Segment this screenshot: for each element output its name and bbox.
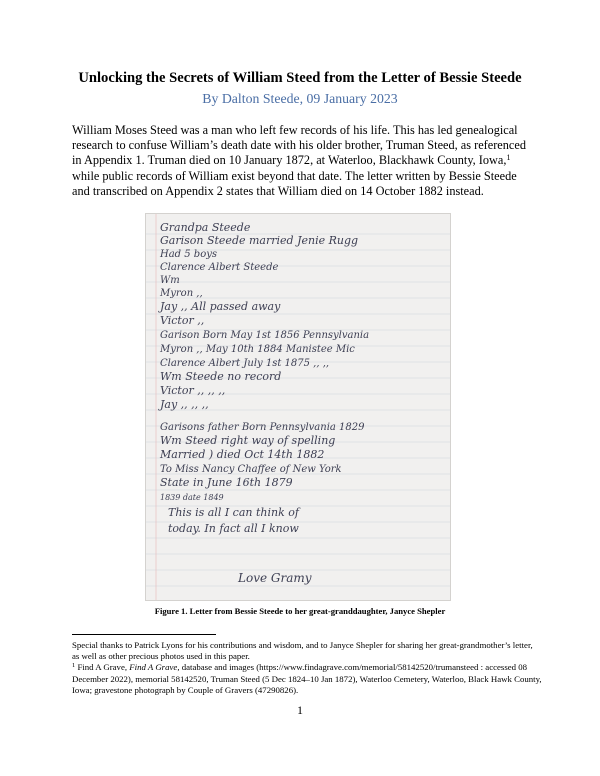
- author-byline: By Dalton Steede, 09 January 2023: [202, 91, 398, 106]
- letter-line: today. In fact all I know: [168, 522, 299, 535]
- letter-line: Married ) died Oct 14th 1882: [160, 448, 325, 461]
- letter-handwriting: [146, 214, 450, 600]
- footnotes: [72, 640, 542, 696]
- letter-line: Myron ,, May 10th 1884 Manistee Mic: [160, 344, 355, 355]
- letter-line: Garisons father Born Pennsylvania 1829: [160, 422, 365, 433]
- footnote-1: [72, 662, 542, 696]
- page-number: 1: [297, 703, 303, 717]
- letter-line: Victor ,, ,, ,,: [160, 384, 226, 397]
- footnote-1-source-title: Find A Grave: [129, 662, 178, 673]
- letter-line: State in June 16th 1879: [160, 476, 293, 489]
- letter-line: Clarence Albert July 1st 1875 ,, ,,: [160, 358, 330, 369]
- letter-line: Wm: [160, 275, 180, 286]
- document-title: Unlocking the Secrets of William Steed from the Letter of Bessie Steede: [78, 70, 522, 86]
- letter-line: Grandpa Steede: [160, 221, 251, 234]
- footnote-thanks: Special thanks to Patrick Lyons for his contributions and wisdom, and to Janyce Shepler for sharing her great-grandmother’s letter, as well as other precious photos used in this paper.: [72, 640, 533, 662]
- footnote-1-text: Find A Grave,: [75, 662, 130, 673]
- letter-image: [145, 213, 451, 601]
- letter-line: Jay ,, ,, ,,: [160, 398, 209, 411]
- footnote-marker: 1: [72, 662, 76, 670]
- figure-caption: Figure 1. Letter from Bessie Steede to her great-granddaughter, Janyce Shepler: [154, 606, 446, 616]
- letter-line: 1839 date 1849: [160, 493, 224, 502]
- footnote-1-citation[interactable]: , database and images (https://www.findagrave.com/memorial/58142520/trumansteed : accessed 08 December 2022), memorial 58142520, Truman Steed (5 Dec 1824–10 Jan 1872), Waterloo Cemetery, Waterloo, Black Hawk County, Iowa; gravestone photograph by Couple of Gravers (47290826).: [72, 662, 542, 695]
- paragraph-text-2: while public records of William exist beyond that date. The letter written by Bessie Steede and transcribed on Appendix 2 states that William died on 14 October 1882 instead.: [72, 168, 517, 198]
- letter-line: Garison Born May 1st 1856 Pennsylvania: [160, 330, 370, 341]
- footnote-ref-1[interactable]: 1: [506, 153, 511, 163]
- letter-line: Clarence Albert Steede: [160, 262, 279, 273]
- letter-line: Jay ,, All passed away: [160, 300, 281, 313]
- letter-line: Wm Steed right way of spelling: [160, 434, 336, 447]
- footnote-divider: [72, 634, 216, 635]
- letter-line: Wm Steede no record: [160, 370, 282, 383]
- intro-paragraph: [72, 123, 534, 199]
- letter-line: Victor ,,: [160, 314, 205, 327]
- letter-line: This is all I can think of: [168, 506, 299, 519]
- letter-line: Myron ,,: [160, 288, 203, 299]
- letter-line: Had 5 boys: [160, 249, 218, 260]
- letter-line: To Miss Nancy Chaffee of New York: [160, 464, 342, 475]
- paragraph-text-1: William Moses Steed was a man who left few records of his life. This has led genealogical research to confuse William’s death date with his older brother, Truman Steed, as referenced in Appendix 1. Truman died on 10 January 1872, at Waterloo, Blackhawk County, Iowa,: [72, 123, 526, 168]
- letter-signature: Love Gramy: [238, 571, 312, 585]
- letter-line: Garison Steede married Jenie Rugg: [160, 234, 359, 247]
